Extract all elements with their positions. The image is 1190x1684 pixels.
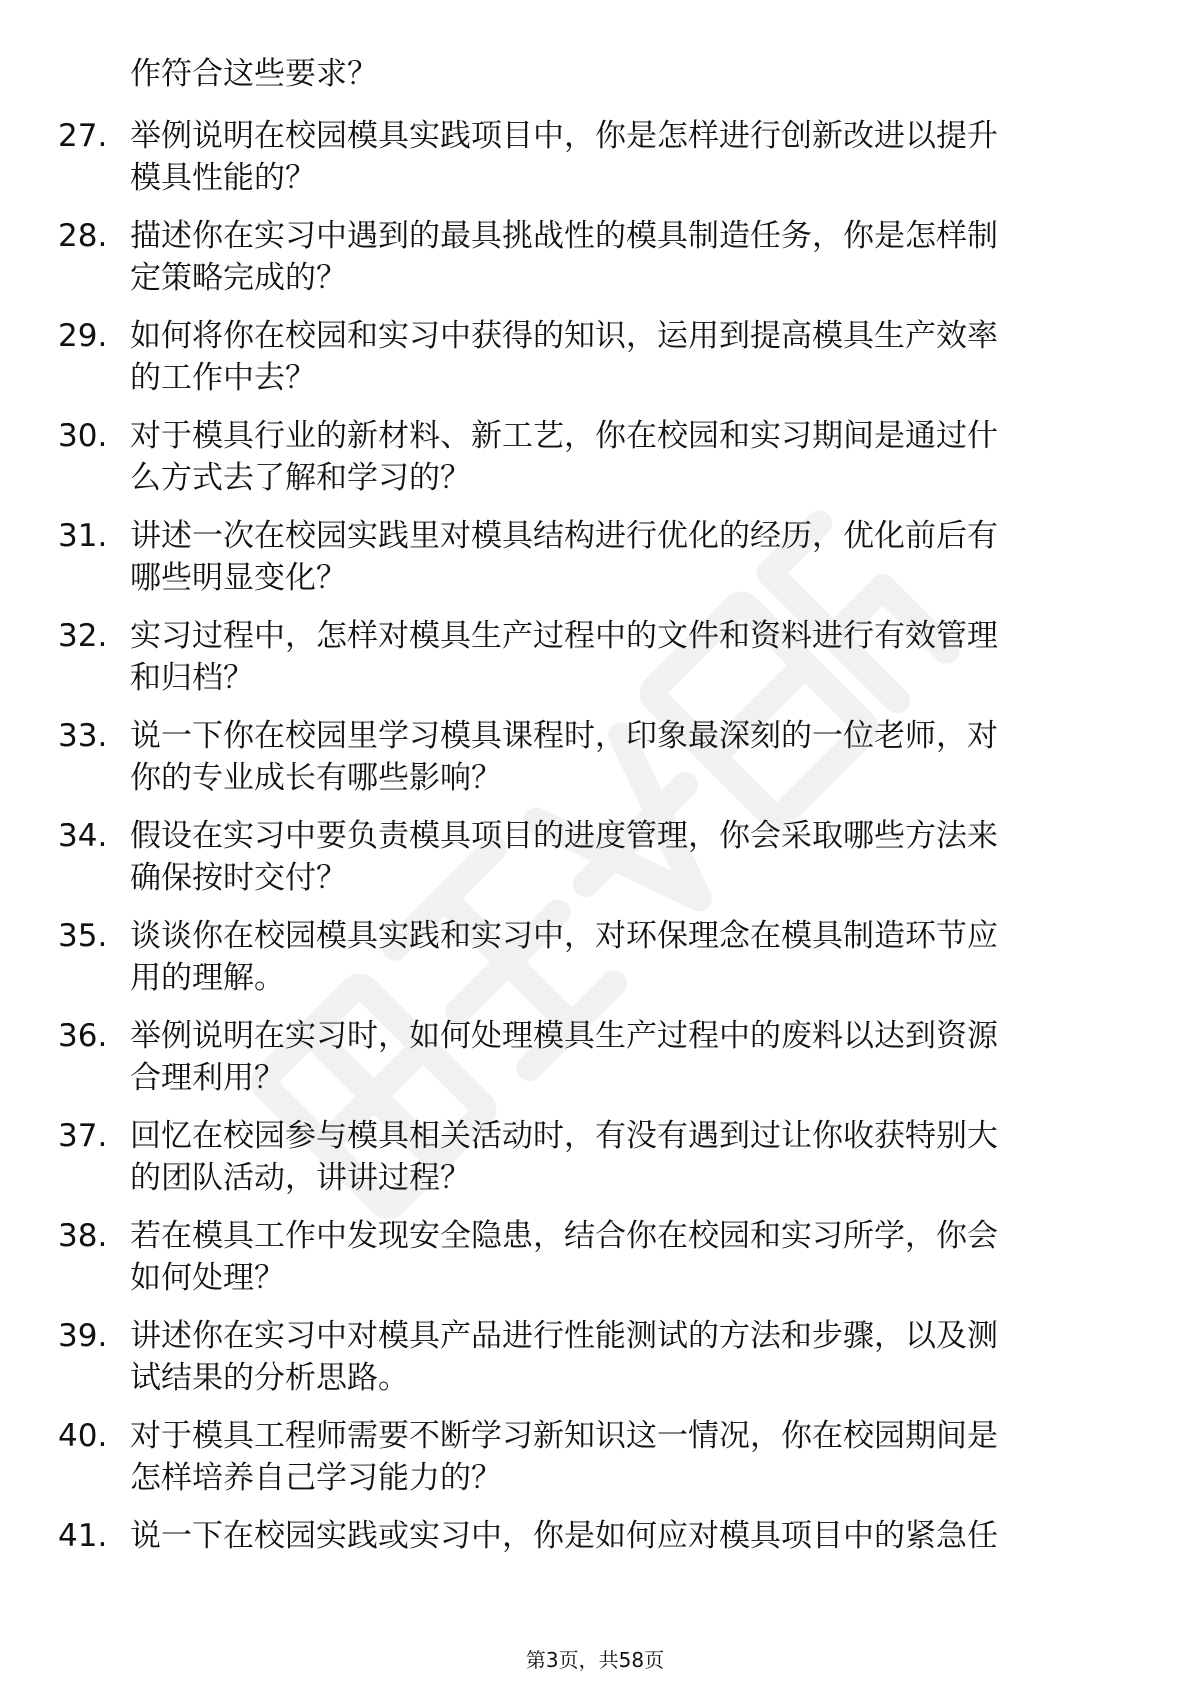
- list-item: [0, 1414, 1190, 1514]
- question-text-line: 讲述你在实习中对模具产品进行性能测试的方法和步骤，以及测: [130, 1318, 998, 1354]
- question-text-line: 如何处理？: [130, 1260, 285, 1296]
- list-item: [0, 614, 1190, 714]
- question-text-line: 如何将你在校园和实习中获得的知识，运用到提高模具生产效率: [130, 318, 998, 354]
- list-item: [0, 814, 1190, 914]
- question-text-line: 假设在实习中要负责模具项目的进度管理，你会采取哪些方法来: [130, 818, 998, 854]
- question-text-line: 合理利用？: [130, 1060, 285, 1096]
- question-text-line: 模具性能的？: [130, 160, 316, 196]
- question-number: 39.: [58, 1318, 108, 1354]
- question-text-line: 你的专业成长有哪些影响？: [130, 760, 502, 796]
- question-number: 36.: [58, 1018, 108, 1054]
- list-item: [0, 214, 1190, 314]
- question-text-line: 的团队活动，讲讲过程？: [130, 1160, 471, 1196]
- list-item: [0, 114, 1190, 214]
- question-text-line: 说一下你在校园里学习模具课程时，印象最深刻的一位老师，对: [130, 718, 998, 754]
- list-item: [0, 514, 1190, 614]
- question-text-line: 么方式去了解和学习的？: [130, 460, 471, 496]
- list-item: [0, 314, 1190, 414]
- list-item: [0, 1014, 1190, 1114]
- list-item: [0, 414, 1190, 514]
- question-number: 29.: [58, 318, 108, 354]
- question-number: 28.: [58, 218, 108, 254]
- question-text-line: 对于模具工程师需要不断学习新知识这一情况，你在校园期间是: [130, 1418, 998, 1454]
- question-number: 30.: [58, 418, 108, 454]
- question-text-line: 和归档？: [130, 660, 254, 696]
- question-number: 33.: [58, 718, 108, 754]
- question-text-line: 哪些明显变化？: [130, 560, 347, 596]
- question-number: 35.: [58, 918, 108, 954]
- question-text-line: 确保按时交付？: [130, 860, 347, 896]
- question-number: 41.: [58, 1518, 108, 1554]
- question-text-line: 对于模具行业的新材料、新工艺，你在校园和实习期间是通过什: [130, 418, 998, 454]
- list-item: [0, 1314, 1190, 1414]
- list-item: [0, 714, 1190, 814]
- question-text-line: 讲述一次在校园实践里对模具结构进行优化的经历，优化前后有: [130, 518, 998, 554]
- question-text-line: 实习过程中，怎样对模具生产过程中的文件和资料进行有效管理: [130, 618, 998, 654]
- list-item: [0, 1114, 1190, 1214]
- question-number: 38.: [58, 1218, 108, 1254]
- question-number: 34.: [58, 818, 108, 854]
- question-text-line: 定策略完成的？: [130, 260, 347, 296]
- page-footer: 第3页，共58页: [525, 1648, 665, 1672]
- question-number: 32.: [58, 618, 108, 654]
- question-text-line: 试结果的分析思路。: [130, 1360, 409, 1396]
- list-item: [0, 1214, 1190, 1314]
- question-text-line: 描述你在实习中遇到的最具挑战性的模具制造任务，你是怎样制: [130, 218, 998, 254]
- question-text-line: 用的理解。: [130, 960, 285, 996]
- question-number: 27.: [58, 118, 108, 154]
- question-text-line: 回忆在校园参与模具相关活动时，有没有遇到过让你收获特别大: [130, 1118, 998, 1154]
- question-text-line: 怎样培养自己学习能力的？: [130, 1460, 502, 1496]
- list-item: [0, 1514, 1190, 1614]
- question-list: [0, 114, 1190, 1614]
- question-text-line: 的工作中去？: [130, 360, 316, 396]
- question-number: 40.: [58, 1418, 108, 1454]
- question-number: 31.: [58, 518, 108, 554]
- continuation-text: 作符合这些要求？: [130, 56, 378, 92]
- question-text-line: 谈谈你在校园模具实践和实习中，对环保理念在模具制造环节应: [130, 918, 998, 954]
- question-number: 37.: [58, 1118, 108, 1154]
- list-item: [0, 914, 1190, 1014]
- question-text-line: 举例说明在校园模具实践项目中，你是怎样进行创新改进以提升: [130, 118, 998, 154]
- question-text-line: 若在模具工作中发现安全隐患，结合你在校园和实习所学，你会: [130, 1218, 998, 1254]
- question-text-line: 说一下在校园实践或实习中，你是如何应对模具项目中的紧急任: [130, 1518, 998, 1554]
- question-text-line: 举例说明在实习时，如何处理模具生产过程中的废料以达到资源: [130, 1018, 998, 1054]
